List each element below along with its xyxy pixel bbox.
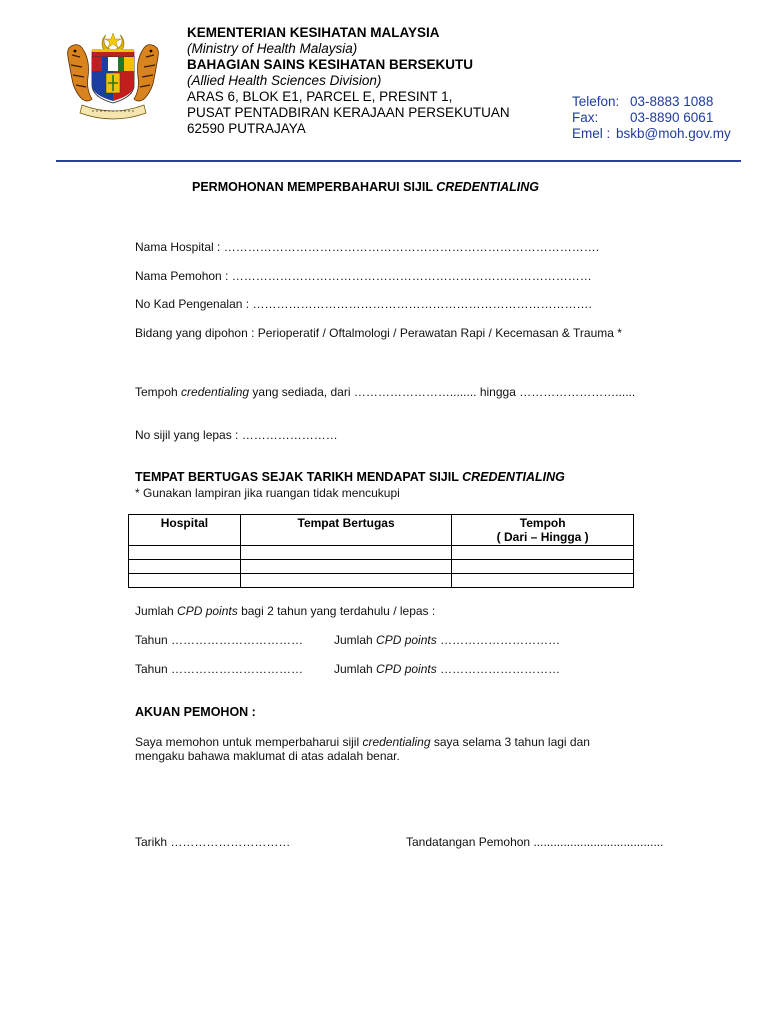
cpd-total-italic: CPD points: [376, 662, 437, 676]
declaration-line-1: [135, 735, 590, 749]
date-label: Tarikh: [135, 835, 168, 849]
cpd-intro-text: Jumlah: [135, 604, 178, 618]
workplace-heading: [135, 470, 565, 484]
workplace-table: [128, 514, 634, 588]
table-cell[interactable]: [240, 574, 452, 588]
hospital-name-field[interactable]: [135, 240, 599, 254]
applicant-name-label: Nama Pemohon :: [135, 269, 229, 283]
form-title: [192, 180, 539, 194]
declaration-line-1-italic: credentialing: [362, 735, 431, 749]
column-header-workplace: Tempat Bertugas: [240, 515, 452, 546]
workplace-heading-text: TEMPAT BERTUGAS SEJAK TARIKH MENDAPAT SIJIL: [135, 470, 463, 484]
address-line-1: ARAS 6, BLOK E1, PARCEL E, PRESINT 1,: [187, 89, 453, 104]
header-divider: [56, 160, 741, 162]
period-label: Tempoh: [135, 385, 182, 399]
table-header-row: [129, 515, 634, 546]
ministry-name-english: (Ministry of Health Malaysia): [187, 41, 358, 56]
previous-cert-field[interactable]: [135, 428, 338, 442]
form-title-italic: CREDENTIALING: [436, 180, 540, 194]
signature-label: Tandatangan Pemohon: [406, 835, 531, 849]
table-row: [129, 546, 634, 560]
date-field[interactable]: [135, 835, 290, 849]
address-line-3: 62590 PUTRAJAYA: [187, 121, 306, 136]
fax-label: Fax:: [572, 110, 599, 125]
cpd-total-field-2[interactable]: [334, 662, 560, 676]
ic-number-label: No Kad Pengenalan :: [135, 297, 250, 311]
previous-cert-label: No sijil yang lepas :: [135, 428, 239, 442]
period-from-blank[interactable]: ……………………........: [353, 385, 477, 399]
workplace-heading-italic: CREDENTIALING: [462, 470, 565, 484]
column-header-hospital: Hospital: [129, 515, 241, 546]
table-cell[interactable]: [240, 546, 452, 560]
column-header-period: [452, 515, 634, 546]
table-row: [129, 560, 634, 574]
cpd-total-italic: CPD points: [376, 633, 437, 647]
ic-number-field[interactable]: [135, 297, 592, 311]
cpd-total-blank[interactable]: …………………………: [440, 633, 561, 647]
declaration-line-2: mengaku bahawa maklumat di atas adalah benar.: [135, 749, 400, 763]
column-header-period-title: Tempoh: [519, 516, 566, 530]
cpd-intro-rest: bagi 2 tahun yang terdahulu / lepas :: [237, 604, 436, 618]
division-name: BAHAGIAN SAINS KESIHATAN BERSEKUTU: [187, 57, 474, 72]
signature-field[interactable]: [406, 835, 663, 849]
address-line-2: PUSAT PENTADBIRAN KERAJAAN PERSEKUTUAN: [187, 105, 510, 120]
applicant-name-field[interactable]: [135, 269, 592, 283]
declaration-heading: AKUAN PEMOHON :: [135, 705, 256, 719]
cpd-total-blank[interactable]: …………………………: [440, 662, 561, 676]
date-blank[interactable]: …………………………: [170, 835, 291, 849]
cpd-total-label: Jumlah: [334, 662, 377, 676]
table-cell[interactable]: [129, 560, 241, 574]
coat-of-arms-emblem: [62, 27, 164, 125]
table-cell[interactable]: [129, 574, 241, 588]
period-label-italic: credentialing: [181, 385, 250, 399]
workplace-note: * Gunakan lampiran jika ruangan tidak mencukupi: [135, 486, 400, 500]
cpd-intro-italic: CPD points: [177, 604, 238, 618]
table-cell[interactable]: [452, 546, 634, 560]
email-label: Emel :: [572, 126, 611, 141]
period-until-label: hingga: [476, 385, 516, 399]
cpd-year-label: Tahun: [135, 633, 168, 647]
phone-number: 03-8883 1088: [630, 94, 714, 109]
applicant-name-blank[interactable]: ………………………………………………………………………………: [231, 269, 592, 283]
email-address[interactable]: bskb@moh.gov.my: [616, 126, 731, 141]
table-cell[interactable]: [240, 560, 452, 574]
cpd-year-field-2[interactable]: [135, 662, 303, 676]
table-cell[interactable]: [452, 560, 634, 574]
hospital-name-blank[interactable]: ………………………………………………………………………………….: [223, 240, 600, 254]
cpd-year-label: Tahun: [135, 662, 168, 676]
cpd-total-field-1[interactable]: [334, 633, 560, 647]
form-title-text: PERMOHONAN MEMPERBAHARUI SIJIL: [192, 180, 437, 194]
credentialing-period-field[interactable]: [135, 385, 635, 399]
signature-blank[interactable]: .......................................: [533, 835, 664, 849]
fax-number: 03-8890 6061: [630, 110, 714, 125]
declaration-line-1-rest: saya selama 3 tahun lagi dan: [430, 735, 590, 749]
period-label-from: yang sediada, dari: [249, 385, 351, 399]
division-name-english: (Allied Health Sciences Division): [187, 73, 382, 88]
cpd-intro: [135, 604, 435, 618]
column-header-period-sub: ( Dari – Hingga ): [496, 530, 589, 544]
cpd-year-blank[interactable]: ……………………………: [171, 662, 304, 676]
declaration-line-1-text: Saya memohon untuk memperbaharui sijil: [135, 735, 363, 749]
ic-number-blank[interactable]: ………………………………………………………………………….: [252, 297, 592, 311]
phone-label: Telefon:: [572, 94, 620, 109]
cpd-year-blank[interactable]: ……………………………: [171, 633, 304, 647]
table-cell[interactable]: [452, 574, 634, 588]
ministry-name: KEMENTERIAN KESIHATAN MALAYSIA: [187, 25, 440, 40]
period-until-blank[interactable]: ……………………......: [519, 385, 636, 399]
table-cell[interactable]: [129, 546, 241, 560]
cpd-year-field-1[interactable]: [135, 633, 303, 647]
field-applied-options[interactable]: Bidang yang dipohon : Perioperatif / Oftalmologi / Perawatan Rapi / Kecemasan & Trauma *: [135, 326, 622, 340]
cpd-total-label: Jumlah: [334, 633, 377, 647]
hospital-name-label: Nama Hospital :: [135, 240, 221, 254]
previous-cert-blank[interactable]: ……………………: [241, 428, 338, 442]
table-row: [129, 574, 634, 588]
